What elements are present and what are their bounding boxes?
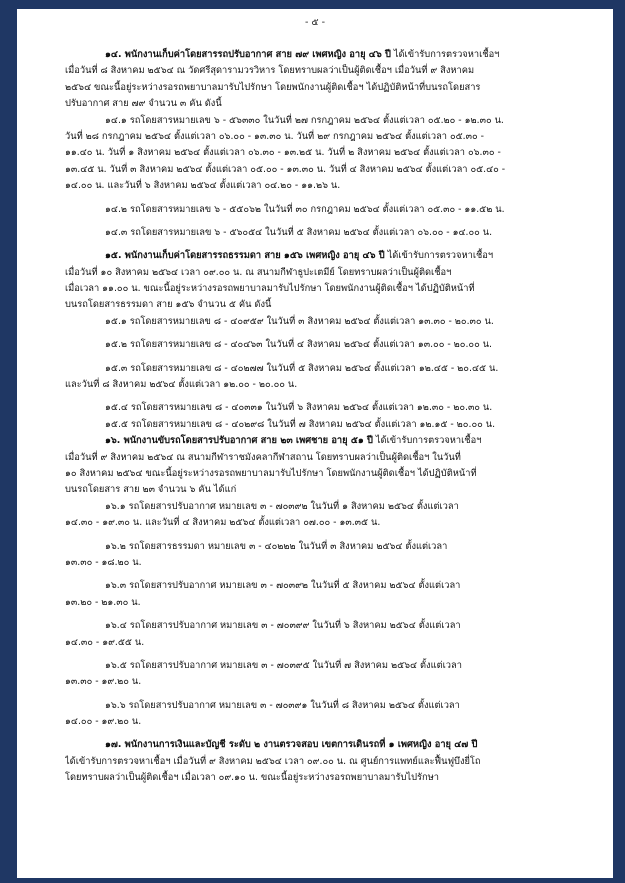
spacer xyxy=(65,532,577,539)
line-text: บนรถโดยสาร สาย ๒๓ จำนวน ๖ คัน ได้แก่ xyxy=(65,484,237,496)
text-line xyxy=(65,47,577,63)
line-text: ๑๔.๑ รถโดยสารหมายเลข ๖ - ๕๖๓๓๐ ในวันที่ ๒๗ กรกฎาคม ๒๕๖๔ ตั้งแต่เวลา ๐๕.๒๐ - ๑๒.๓๐ น. xyxy=(105,114,504,126)
section-heading: ๑๖. พนักงานขับรถโดยสารปรับอากาศ สาย ๒๓ เพศชาย อายุ ๕๑ ปี xyxy=(105,435,373,447)
line-text: ๑๕.๕ รถโดยสารหมายเลข ๘ - ๔๐๒๙๘ ในวันที่ ๗ สิงหาคม ๒๕๖๔ ตั้งแต่เวลา ๑๒.๑๕ - ๒๐.๐๐ น. xyxy=(105,418,496,430)
line-text: ๑๓.๓๐ - ๑๘.๒๐ น. xyxy=(65,556,142,568)
line-text: ๑๕.๔ รถโดยสารหมายเลข ๘ - ๔๐๓๓๑ ในวันที่ ๖ สิงหาคม ๒๕๖๔ ตั้งแต่เวลา ๑๒.๓๐ - ๒๐.๓๐ น. xyxy=(105,402,493,414)
section-2 xyxy=(65,241,577,433)
page-number: - ๕ - xyxy=(304,17,326,28)
text-line xyxy=(65,361,577,377)
line-text: ๑๖.๕ รถโดยสารปรับอากาศ หมายเลข ๓ - ๗๐๓๙๕ ในวันที่ ๗ สิงหาคม ๒๕๖๔ ตั้งแต่เวลา xyxy=(105,659,462,671)
line-text: บนรถโดยสารธรรมดา สาย ๑๕๖ จำนวน ๕ คัน ดังนี้ xyxy=(65,299,272,311)
section-4 xyxy=(65,730,577,786)
line-text: ๑๕.๒ รถโดยสารหมายเลข ๘ - ๔๐๔๖๓ ในวันที่ ๔ สิงหาคม ๒๕๖๔ ตั้งแต่เวลา ๑๓.๐๐ - ๒๐.๐๐ น. xyxy=(105,339,493,351)
text-line xyxy=(65,737,577,753)
spacer xyxy=(65,611,577,618)
line-text: ๑๔.๒ รถโดยสารหมายเลข ๖ - ๕๕๐๖๒ ในวันที่ ๓๐ กรกฎาคม ๒๕๖๔ ตั้งแต่เวลา ๐๕.๓๐ - ๑๑.๕๒ น. xyxy=(105,203,505,215)
text-line xyxy=(65,539,577,555)
line-text: ๑๐ สิงหาคม ๒๕๖๔ ขณะนี้อยู่ระหว่างรอรถพยาบาลมารับไปรักษา โดยพนักงานผู้ติดเชื้อฯ ได้ปฏิบัติหน้าที่ xyxy=(65,467,477,479)
spacer xyxy=(65,730,577,737)
text-line xyxy=(65,515,577,531)
text-line xyxy=(65,297,577,313)
document-page xyxy=(17,9,613,878)
line-text: และวันที่ ๘ สิงหาคม ๒๕๖๔ ตั้งแต่เวลา ๑๒.๐๐ - ๒๐.๐๐ น. xyxy=(65,379,298,391)
text-line xyxy=(65,578,577,594)
section-1 xyxy=(65,47,577,241)
text-line xyxy=(65,178,577,194)
line-text: ๑๔.๐๐ - ๑๙.๒๐ น. xyxy=(65,716,142,728)
text-line xyxy=(65,63,577,79)
line-text: ได้เข้ารับการตรวจหาเชื้อฯ เมื่อวันที่ ๙ สิงหาคม ๒๕๖๔ เวลา ๐๙.๐๐ น. ณ ศูนย์การแพทย์และฟื้นฟูบึงยี่โถ xyxy=(65,755,481,767)
spacer xyxy=(65,195,577,202)
text-line xyxy=(65,674,577,690)
line-text: ๑๖.๓ รถโดยสารปรับอากาศ หมายเลข ๓ - ๗๐๓๙๒ ในวันที่ ๕ สิงหาคม ๒๕๖๔ ตั้งแต่เวลา xyxy=(105,580,461,592)
text-line xyxy=(65,80,577,96)
text-line xyxy=(65,417,577,433)
line-text: ๑๕.๑ รถโดยสารหมายเลข ๘ - ๔๐๙๕๙ ในวันที่ ๓ สิงหาคม ๒๕๖๔ ตั้งแต่เวลา ๑๓.๓๐ - ๒๐.๓๐ น. xyxy=(105,315,494,327)
text-line xyxy=(65,618,577,634)
section-heading: ๑๔. พนักงานเก็บค่าโดยสารรถปรับอากาศ สาย ๗๙ เพศหญิง อายุ ๔๖ ปี xyxy=(105,49,391,60)
page-frame xyxy=(3,3,622,880)
text-line xyxy=(65,248,577,264)
line-text: เมื่อวันที่ ๙ สิงหาคม ๒๕๖๔ ณ สนามกีฬาราชมังคลากีฬาสถาน โดยทราบผลว่าเป็นผู้ติดเชื้อฯ ในวันที่ xyxy=(65,451,461,463)
text-line xyxy=(65,698,577,714)
text-line xyxy=(65,482,577,498)
text-line xyxy=(65,265,577,281)
text-line xyxy=(65,281,577,297)
text-line xyxy=(65,96,577,112)
text-line xyxy=(65,658,577,674)
spacer xyxy=(65,651,577,658)
spacer xyxy=(65,354,577,361)
section-heading: ๑๕. พนักงานเก็บค่าโดยสารรถธรรมดา สาย ๑๕๖ เพศหญิง อายุ ๔๖ ปี xyxy=(105,250,385,262)
line-text: ๑๖.๑ รถโดยสารปรับอากาศ หมายเลข ๓ - ๗๐๓๙๒ ในวันที่ ๑ สิงหาคม ๒๕๖๔ ตั้งแต่เวลา xyxy=(105,500,459,512)
text-line xyxy=(65,499,577,515)
line-text: ๑๔.๓๐ - ๑๙.๕๕ น. xyxy=(65,636,145,648)
text-line xyxy=(65,555,577,571)
line-text: ได้เข้ารับการตรวจหาเชื้อฯ xyxy=(390,49,500,60)
line-text: ๑๖.๔ รถโดยสารปรับอากาศ หมายเลข ๓ - ๗๐๓๙๙ ในวันที่ ๖ สิงหาคม ๒๕๖๔ ตั้งแต่เวลา xyxy=(105,620,461,632)
line-text: ๑๔.๓๐ - ๑๙.๓๐ น. และวันที่ ๔ สิงหาคม ๒๕๖๔ ตั้งแต่เวลา ๐๗.๐๐ - ๑๓.๓๕ น. xyxy=(65,517,381,529)
line-text: ปรับอากาศ สาย ๗๙ จำนวน ๓ คัน ดังนี้ xyxy=(65,98,222,110)
line-text: วันที่ ๒๘ กรกฎาคม ๒๕๖๔ ตั้งแต่เวลา ๐๖.๐๐ - ๑๓.๓๐ น. วันที่ ๒๙ กรกฎาคม ๒๕๖๔ ตั้งแต่เวลา ๐๕.๓๐ - xyxy=(65,130,484,142)
text-line xyxy=(65,337,577,353)
text-line xyxy=(65,635,577,651)
text-line xyxy=(65,202,577,218)
line-text: ๑๖.๖ รถโดยสารปรับอากาศ หมายเลข ๓ - ๗๐๓๙๑ ในวันที่ ๘ สิงหาคม ๒๕๖๔ ตั้งแต่เวลา xyxy=(105,699,460,711)
line-text: เมื่อเวลา ๑๑.๐๐ น. ขณะนี้อยู่ระหว่างรอรถพยาบาลมารับไปรักษา โดยพนักงานผู้ติดเชื้อฯ ได้ปฏิบัติหน้าที่ xyxy=(65,283,475,295)
line-text: ๑๓.๓๐ - ๑๙.๒๐ น. xyxy=(65,676,142,688)
document-body xyxy=(65,47,577,787)
spacer xyxy=(65,218,577,225)
line-text: ๑๓.๒๐ - ๒๑.๓๐ น. xyxy=(65,596,141,608)
line-text: เมื่อวันที่ ๑๐ สิงหาคม ๒๕๖๔ เวลา ๐๙.๐๐ น. ณ สนามกีฬาธูปะเตมีย์ โดยทราบผลว่าเป็นผู้ติดเชื้อฯ xyxy=(65,266,452,278)
text-line xyxy=(65,466,577,482)
text-line xyxy=(65,595,577,611)
text-line xyxy=(65,400,577,416)
text-line xyxy=(65,377,577,393)
text-line xyxy=(65,145,577,161)
text-line xyxy=(65,129,577,145)
spacer xyxy=(65,691,577,698)
text-line xyxy=(65,450,577,466)
line-text: ๑๑.๔๐ น. วันที่ ๑ สิงหาคม ๒๕๖๔ ตั้งแต่เวลา ๐๖.๓๐ - ๑๓.๒๕ น. วันที่ ๒ สิงหาคม ๒๕๖๔ ตั้งแต่เวลา ๐๖.๓๐ - xyxy=(65,147,501,159)
spacer xyxy=(65,571,577,578)
line-text: ๑๓.๔๕ น. วันที่ ๓ สิงหาคม ๒๕๖๔ ตั้งแต่เวลา ๐๕.๐๐ - ๑๓.๓๐ น. วันที่ ๔ สิงหาคม ๒๕๖๔ ตั้งแต่เวลา ๐๕.๔๐ - xyxy=(65,163,506,175)
text-line xyxy=(65,770,577,786)
text-line xyxy=(65,433,577,449)
line-text: โดยทราบผลว่าเป็นผู้ติดเชื้อฯ เมื่อเวลา ๐๙.๑๐ น. ขณะนี้อยู่ระหว่างรอรถพยาบาลมารับไปรักษา xyxy=(65,772,439,784)
section-3 xyxy=(65,433,577,730)
text-line xyxy=(65,754,577,770)
line-text: ๑๔.๓ รถโดยสารหมายเลข ๖ - ๕๖๐๕๔ ในวันที่ ๕ สิงหาคม ๒๕๖๔ ตั้งแต่เวลา ๐๖.๐๐ - ๑๔.๐๐ น. xyxy=(105,226,493,238)
text-line xyxy=(65,225,577,241)
text-line xyxy=(65,314,577,330)
text-line xyxy=(65,113,577,129)
section-heading: ๑๗. พนักงานการเงินและบัญชี ระดับ ๒ งานตรวจสอบ เขตการเดินรถที่ ๑ เพศหญิง อายุ ๔๗ ปี xyxy=(105,739,478,751)
spacer xyxy=(65,393,577,400)
text-line xyxy=(65,162,577,178)
spacer xyxy=(65,330,577,337)
line-text: เมื่อวันที่ ๘ สิงหาคม ๒๕๖๔ ณ วัดศรีสุดารามวรวิหาร โดยทราบผลว่าเป็นผู้ติดเชื้อฯ เมื่อวันที่ ๙ สิงหาคม xyxy=(65,65,475,77)
line-text: ๒๕๖๔ ขณะนี้อยู่ระหว่างรอรถพยาบาลมารับไปรักษา โดยพนักงานผู้ติดเชื้อฯ ได้ปฏิบัติหน้าที่บนรถโดยสาร xyxy=(65,81,481,93)
line-text: ๑๔.๐๐ น. และวันที่ ๖ สิงหาคม ๒๕๖๔ ตั้งแต่เวลา ๐๔.๒๐ - ๑๑.๒๖ น. xyxy=(65,180,341,192)
line-text: ได้เข้ารับการตรวจหาเชื้อฯ xyxy=(372,435,482,447)
text-line xyxy=(65,714,577,730)
spacer xyxy=(65,241,577,248)
line-text: ๑๕.๓ รถโดยสารหมายเลข ๘ - ๔๐๒๗๗ ในวันที่ ๕ สิงหาคม ๒๕๖๔ ตั้งแต่เวลา ๑๒.๔๕ - ๒๐.๔๕ น. xyxy=(105,362,499,374)
line-text: ๑๖.๒ รถโดยสารธรรมดา หมายเลข ๓ - ๔๐๒๒๒ ในวันที่ ๓ สิงหาคม ๒๕๖๔ ตั้งแต่เวลา xyxy=(105,540,448,552)
line-text: ได้เข้ารับการตรวจหาเชื้อฯ xyxy=(384,250,494,262)
